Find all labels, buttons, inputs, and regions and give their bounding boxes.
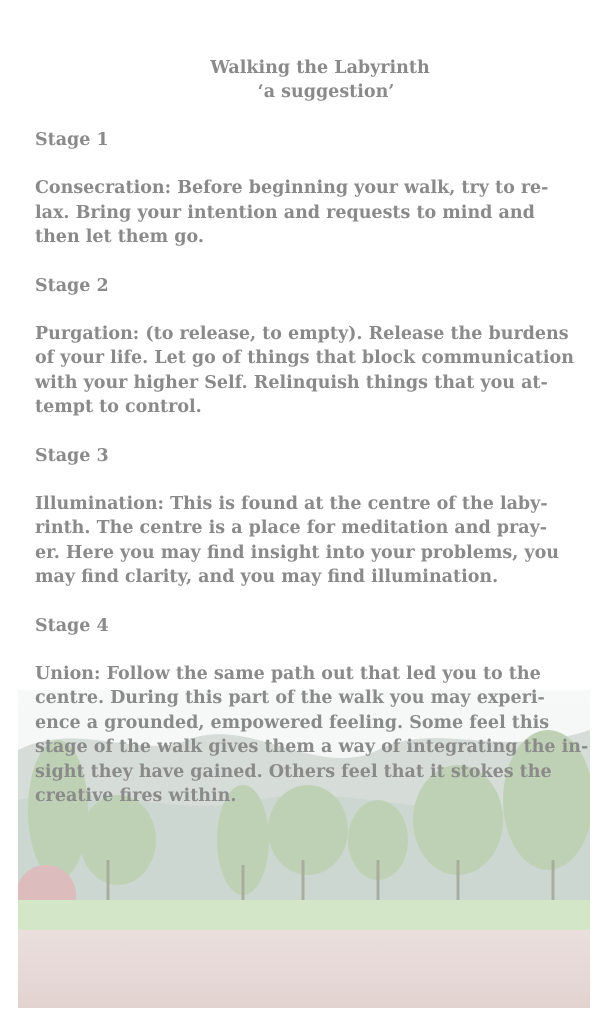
document-title: Walking the Labyrinth	[210, 58, 430, 78]
stage-2-section	[35, 274, 575, 420]
document-subtitle: ‘a suggestion’	[257, 82, 395, 102]
document-body	[35, 56, 589, 809]
stage-1-heading: Stage 1	[35, 130, 109, 150]
stage-3-heading: Stage 3	[35, 445, 109, 466]
stage-4-heading: Stage 4	[35, 615, 109, 636]
stage-2-heading: Stage 2	[35, 275, 109, 296]
stage-4-text: Union: Follow the same path out that led you to the centre. During this part of the walk you may experi- ence a grounded, empowered feeling. Some feel this stage of the walk gives them a way of integrating the in- sight they have gained. Others feel that it stokes the creative fires within.	[35, 663, 589, 806]
stage-3-section	[35, 444, 575, 590]
stage-1-section	[35, 128, 575, 250]
stage-4-section	[35, 614, 589, 809]
stage-1-text: Consecration: Before beginning your walk, try to re- lax. Bring your intention and requests to mind and then let them go.	[35, 178, 549, 247]
stage-2-text: Purgation: (to release, to empty). Release the burdens of your life. Let go of things that block communication with your higher Self. Relinquish things that you at- tempt to control.	[35, 323, 574, 417]
stage-3-text: Illumination: This is found at the centre of the laby- rinth. The centre is a place for meditation and pray- er. Here you may find insight into your problems, you may find clarity, and you may find illumination.	[35, 493, 559, 587]
